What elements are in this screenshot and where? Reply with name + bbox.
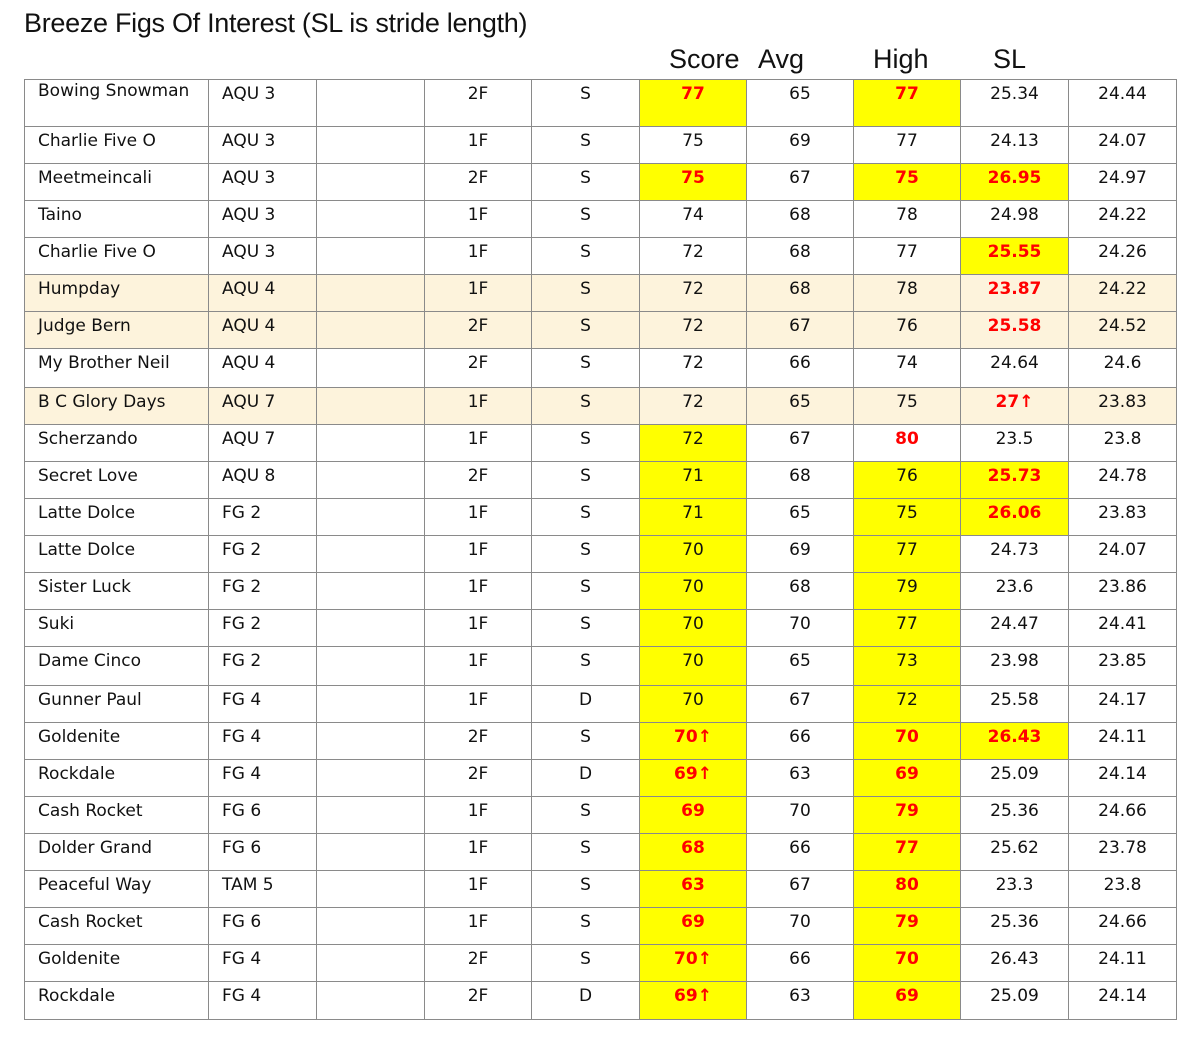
blank-cell bbox=[317, 127, 425, 164]
score-cell: 71 bbox=[640, 499, 747, 536]
surface-cell: S bbox=[532, 499, 640, 536]
header-high: High bbox=[873, 44, 929, 74]
stride-length-cell: 26.06 bbox=[961, 499, 1069, 536]
horse-name-cell: Dame Cinco bbox=[25, 647, 209, 686]
last-value-cell: 24.17 bbox=[1069, 686, 1177, 723]
track-race-cell: AQU 7 bbox=[209, 425, 317, 462]
table-row bbox=[25, 201, 1177, 238]
distance-cell: 1F bbox=[425, 834, 532, 871]
blank-cell bbox=[317, 388, 425, 425]
score-cell: 75 bbox=[640, 164, 747, 201]
track-race-cell: AQU 3 bbox=[209, 80, 317, 127]
blank-cell bbox=[317, 536, 425, 573]
table-row bbox=[25, 238, 1177, 275]
avg-cell: 67 bbox=[747, 312, 854, 349]
high-cell: 77 bbox=[854, 80, 961, 127]
surface-cell: S bbox=[532, 127, 640, 164]
blank-cell bbox=[317, 908, 425, 945]
stride-length-cell: 24.98 bbox=[961, 201, 1069, 238]
blank-cell bbox=[317, 871, 425, 908]
high-cell: 74 bbox=[854, 349, 961, 388]
table-row bbox=[25, 982, 1177, 1020]
track-race-cell: FG 2 bbox=[209, 573, 317, 610]
horse-name-cell: Gunner Paul bbox=[25, 686, 209, 723]
avg-cell: 66 bbox=[747, 349, 854, 388]
distance-cell: 2F bbox=[425, 723, 532, 760]
distance-cell: 1F bbox=[425, 127, 532, 164]
track-race-cell: AQU 3 bbox=[209, 164, 317, 201]
track-race-cell: FG 4 bbox=[209, 760, 317, 797]
avg-cell: 67 bbox=[747, 425, 854, 462]
surface-cell: S bbox=[532, 201, 640, 238]
stride-length-cell: 24.64 bbox=[961, 349, 1069, 388]
score-cell: 74 bbox=[640, 201, 747, 238]
high-cell: 70 bbox=[854, 723, 961, 760]
table-row bbox=[25, 388, 1177, 425]
blank-cell bbox=[317, 349, 425, 388]
stride-length-cell: 23.87 bbox=[961, 275, 1069, 312]
last-value-cell: 23.78 bbox=[1069, 834, 1177, 871]
surface-cell: S bbox=[532, 388, 640, 425]
surface-cell: D bbox=[532, 982, 640, 1020]
avg-cell: 70 bbox=[747, 610, 854, 647]
high-cell: 78 bbox=[854, 275, 961, 312]
score-cell: 77 bbox=[640, 80, 747, 127]
last-value-cell: 24.78 bbox=[1069, 462, 1177, 499]
avg-cell: 70 bbox=[747, 908, 854, 945]
horse-name-cell: Latte Dolce bbox=[25, 536, 209, 573]
avg-cell: 68 bbox=[747, 573, 854, 610]
horse-name-cell: Charlie Five O bbox=[25, 238, 209, 275]
stride-length-cell: 25.09 bbox=[961, 982, 1069, 1020]
score-cell: 72 bbox=[640, 312, 747, 349]
high-cell: 77 bbox=[854, 127, 961, 164]
last-value-cell: 24.14 bbox=[1069, 760, 1177, 797]
stride-length-cell: 25.34 bbox=[961, 80, 1069, 127]
blank-cell bbox=[317, 499, 425, 536]
last-value-cell: 24.22 bbox=[1069, 201, 1177, 238]
surface-cell: S bbox=[532, 610, 640, 647]
distance-cell: 2F bbox=[425, 945, 532, 982]
score-cell: 69↑ bbox=[640, 982, 747, 1020]
table-row bbox=[25, 499, 1177, 536]
score-cell: 68 bbox=[640, 834, 747, 871]
high-cell: 77 bbox=[854, 536, 961, 573]
blank-cell bbox=[317, 80, 425, 127]
avg-cell: 68 bbox=[747, 275, 854, 312]
blank-cell bbox=[317, 686, 425, 723]
table-row bbox=[25, 797, 1177, 834]
blank-cell bbox=[317, 425, 425, 462]
blank-cell bbox=[317, 797, 425, 834]
score-cell: 72 bbox=[640, 425, 747, 462]
stride-length-cell: 23.6 bbox=[961, 573, 1069, 610]
blank-cell bbox=[317, 164, 425, 201]
surface-cell: S bbox=[532, 462, 640, 499]
high-cell: 76 bbox=[854, 462, 961, 499]
last-value-cell: 23.8 bbox=[1069, 871, 1177, 908]
distance-cell: 1F bbox=[425, 388, 532, 425]
stride-length-cell: 27↑ bbox=[961, 388, 1069, 425]
distance-cell: 2F bbox=[425, 80, 532, 127]
horse-name-cell: Meetmeincali bbox=[25, 164, 209, 201]
surface-cell: S bbox=[532, 536, 640, 573]
last-value-cell: 23.83 bbox=[1069, 499, 1177, 536]
horse-name-cell: Suki bbox=[25, 610, 209, 647]
stride-length-cell: 23.98 bbox=[961, 647, 1069, 686]
table-row bbox=[25, 80, 1177, 127]
distance-cell: 1F bbox=[425, 647, 532, 686]
score-cell: 70 bbox=[640, 610, 747, 647]
track-race-cell: AQU 3 bbox=[209, 127, 317, 164]
surface-cell: S bbox=[532, 834, 640, 871]
stride-length-cell: 26.43 bbox=[961, 945, 1069, 982]
track-race-cell: AQU 7 bbox=[209, 388, 317, 425]
avg-cell: 68 bbox=[747, 201, 854, 238]
distance-cell: 1F bbox=[425, 536, 532, 573]
last-value-cell: 23.8 bbox=[1069, 425, 1177, 462]
blank-cell bbox=[317, 760, 425, 797]
horse-name-cell: Dolder Grand bbox=[25, 834, 209, 871]
track-race-cell: FG 4 bbox=[209, 982, 317, 1020]
blank-cell bbox=[317, 201, 425, 238]
score-cell: 70 bbox=[640, 573, 747, 610]
avg-cell: 67 bbox=[747, 686, 854, 723]
last-value-cell: 24.52 bbox=[1069, 312, 1177, 349]
high-cell: 77 bbox=[854, 238, 961, 275]
distance-cell: 1F bbox=[425, 573, 532, 610]
stride-length-cell: 25.36 bbox=[961, 797, 1069, 834]
table-row bbox=[25, 312, 1177, 349]
score-cell: 63 bbox=[640, 871, 747, 908]
horse-name-cell: Cash Rocket bbox=[25, 797, 209, 834]
table-row bbox=[25, 908, 1177, 945]
stride-length-cell: 26.95 bbox=[961, 164, 1069, 201]
blank-cell bbox=[317, 610, 425, 647]
distance-cell: 1F bbox=[425, 871, 532, 908]
page-title: Breeze Figs Of Interest (SL is stride length) bbox=[24, 8, 528, 38]
high-cell: 79 bbox=[854, 908, 961, 945]
stride-length-cell: 24.47 bbox=[961, 610, 1069, 647]
track-race-cell: FG 2 bbox=[209, 536, 317, 573]
avg-cell: 66 bbox=[747, 834, 854, 871]
table-row bbox=[25, 760, 1177, 797]
stride-length-cell: 25.62 bbox=[961, 834, 1069, 871]
stride-length-cell: 25.09 bbox=[961, 760, 1069, 797]
blank-cell bbox=[317, 238, 425, 275]
avg-cell: 67 bbox=[747, 871, 854, 908]
high-cell: 79 bbox=[854, 797, 961, 834]
breeze-figs-table bbox=[24, 79, 1177, 1020]
blank-cell bbox=[317, 573, 425, 610]
distance-cell: 1F bbox=[425, 686, 532, 723]
horse-name-cell: Bowing Snowman bbox=[25, 80, 209, 127]
table-row bbox=[25, 536, 1177, 573]
surface-cell: S bbox=[532, 80, 640, 127]
last-value-cell: 24.6 bbox=[1069, 349, 1177, 388]
high-cell: 79 bbox=[854, 573, 961, 610]
high-cell: 77 bbox=[854, 610, 961, 647]
track-race-cell: FG 4 bbox=[209, 686, 317, 723]
track-race-cell: FG 2 bbox=[209, 499, 317, 536]
distance-cell: 1F bbox=[425, 238, 532, 275]
horse-name-cell: Charlie Five O bbox=[25, 127, 209, 164]
stride-length-cell: 25.58 bbox=[961, 686, 1069, 723]
track-race-cell: FG 4 bbox=[209, 945, 317, 982]
horse-name-cell: Goldenite bbox=[25, 945, 209, 982]
blank-cell bbox=[317, 312, 425, 349]
last-value-cell: 24.07 bbox=[1069, 536, 1177, 573]
score-cell: 72 bbox=[640, 388, 747, 425]
score-cell: 70↑ bbox=[640, 945, 747, 982]
distance-cell: 2F bbox=[425, 982, 532, 1020]
avg-cell: 65 bbox=[747, 647, 854, 686]
high-cell: 70 bbox=[854, 945, 961, 982]
surface-cell: S bbox=[532, 573, 640, 610]
avg-cell: 66 bbox=[747, 945, 854, 982]
horse-name-cell: Cash Rocket bbox=[25, 908, 209, 945]
avg-cell: 65 bbox=[747, 80, 854, 127]
avg-cell: 70 bbox=[747, 797, 854, 834]
distance-cell: 1F bbox=[425, 610, 532, 647]
stride-length-cell: 25.73 bbox=[961, 462, 1069, 499]
horse-name-cell: Sister Luck bbox=[25, 573, 209, 610]
avg-cell: 63 bbox=[747, 982, 854, 1020]
horse-name-cell: B C Glory Days bbox=[25, 388, 209, 425]
stride-length-cell: 23.5 bbox=[961, 425, 1069, 462]
score-cell: 75 bbox=[640, 127, 747, 164]
stride-length-cell: 23.3 bbox=[961, 871, 1069, 908]
distance-cell: 2F bbox=[425, 312, 532, 349]
horse-name-cell: Rockdale bbox=[25, 982, 209, 1020]
horse-name-cell: My Brother Neil bbox=[25, 349, 209, 388]
blank-cell bbox=[317, 647, 425, 686]
distance-cell: 2F bbox=[425, 760, 532, 797]
stride-length-cell: 26.43 bbox=[961, 723, 1069, 760]
high-cell: 75 bbox=[854, 164, 961, 201]
track-race-cell: FG 4 bbox=[209, 723, 317, 760]
avg-cell: 65 bbox=[747, 499, 854, 536]
distance-cell: 1F bbox=[425, 908, 532, 945]
track-race-cell: AQU 4 bbox=[209, 349, 317, 388]
high-cell: 73 bbox=[854, 647, 961, 686]
last-value-cell: 24.66 bbox=[1069, 908, 1177, 945]
score-cell: 70 bbox=[640, 536, 747, 573]
last-value-cell: 24.11 bbox=[1069, 723, 1177, 760]
track-race-cell: FG 6 bbox=[209, 797, 317, 834]
stride-length-cell: 24.73 bbox=[961, 536, 1069, 573]
distance-cell: 1F bbox=[425, 797, 532, 834]
distance-cell: 1F bbox=[425, 275, 532, 312]
distance-cell: 1F bbox=[425, 425, 532, 462]
score-cell: 69↑ bbox=[640, 760, 747, 797]
horse-name-cell: Humpday bbox=[25, 275, 209, 312]
score-cell: 69 bbox=[640, 797, 747, 834]
table-row bbox=[25, 164, 1177, 201]
table-row bbox=[25, 686, 1177, 723]
score-cell: 72 bbox=[640, 275, 747, 312]
distance-cell: 2F bbox=[425, 462, 532, 499]
last-value-cell: 24.97 bbox=[1069, 164, 1177, 201]
avg-cell: 67 bbox=[747, 164, 854, 201]
horse-name-cell: Rockdale bbox=[25, 760, 209, 797]
table-row bbox=[25, 871, 1177, 908]
distance-cell: 2F bbox=[425, 349, 532, 388]
high-cell: 69 bbox=[854, 982, 961, 1020]
track-race-cell: AQU 3 bbox=[209, 201, 317, 238]
last-value-cell: 24.22 bbox=[1069, 275, 1177, 312]
last-value-cell: 24.14 bbox=[1069, 982, 1177, 1020]
last-value-cell: 24.26 bbox=[1069, 238, 1177, 275]
horse-name-cell: Peaceful Way bbox=[25, 871, 209, 908]
high-cell: 77 bbox=[854, 834, 961, 871]
horse-name-cell: Scherzando bbox=[25, 425, 209, 462]
surface-cell: D bbox=[532, 686, 640, 723]
distance-cell: 1F bbox=[425, 201, 532, 238]
surface-cell: D bbox=[532, 760, 640, 797]
stride-length-cell: 25.55 bbox=[961, 238, 1069, 275]
surface-cell: S bbox=[532, 238, 640, 275]
high-cell: 69 bbox=[854, 760, 961, 797]
surface-cell: S bbox=[532, 275, 640, 312]
header-score: Score bbox=[669, 44, 740, 74]
surface-cell: S bbox=[532, 797, 640, 834]
score-cell: 71 bbox=[640, 462, 747, 499]
track-race-cell: AQU 3 bbox=[209, 238, 317, 275]
last-value-cell: 23.85 bbox=[1069, 647, 1177, 686]
blank-cell bbox=[317, 723, 425, 760]
surface-cell: S bbox=[532, 164, 640, 201]
last-value-cell: 24.07 bbox=[1069, 127, 1177, 164]
last-value-cell: 23.86 bbox=[1069, 573, 1177, 610]
avg-cell: 69 bbox=[747, 127, 854, 164]
score-cell: 69 bbox=[640, 908, 747, 945]
score-cell: 70 bbox=[640, 686, 747, 723]
avg-cell: 63 bbox=[747, 760, 854, 797]
surface-cell: S bbox=[532, 647, 640, 686]
horse-name-cell: Latte Dolce bbox=[25, 499, 209, 536]
last-value-cell: 24.66 bbox=[1069, 797, 1177, 834]
table-row bbox=[25, 462, 1177, 499]
track-race-cell: FG 6 bbox=[209, 834, 317, 871]
score-cell: 72 bbox=[640, 349, 747, 388]
score-cell: 70 bbox=[640, 647, 747, 686]
track-race-cell: FG 2 bbox=[209, 647, 317, 686]
table-row bbox=[25, 647, 1177, 686]
surface-cell: S bbox=[532, 945, 640, 982]
distance-cell: 2F bbox=[425, 164, 532, 201]
avg-cell: 65 bbox=[747, 388, 854, 425]
header-sl: SL bbox=[993, 44, 1027, 74]
stride-length-cell: 24.13 bbox=[961, 127, 1069, 164]
horse-name-cell: Taino bbox=[25, 201, 209, 238]
surface-cell: S bbox=[532, 871, 640, 908]
distance-cell: 1F bbox=[425, 499, 532, 536]
track-race-cell: AQU 4 bbox=[209, 275, 317, 312]
avg-cell: 68 bbox=[747, 238, 854, 275]
table-row bbox=[25, 834, 1177, 871]
table-row bbox=[25, 945, 1177, 982]
track-race-cell: FG 2 bbox=[209, 610, 317, 647]
horse-name-cell: Secret Love bbox=[25, 462, 209, 499]
table-row bbox=[25, 573, 1177, 610]
high-cell: 76 bbox=[854, 312, 961, 349]
horse-name-cell: Goldenite bbox=[25, 723, 209, 760]
high-cell: 80 bbox=[854, 871, 961, 908]
table-row bbox=[25, 723, 1177, 760]
table-row bbox=[25, 349, 1177, 388]
table-row bbox=[25, 425, 1177, 462]
table-row bbox=[25, 275, 1177, 312]
high-cell: 80 bbox=[854, 425, 961, 462]
high-cell: 75 bbox=[854, 499, 961, 536]
last-value-cell: 24.11 bbox=[1069, 945, 1177, 982]
high-cell: 78 bbox=[854, 201, 961, 238]
blank-cell bbox=[317, 834, 425, 871]
header-avg: Avg bbox=[758, 44, 805, 74]
table-row bbox=[25, 610, 1177, 647]
horse-name-cell: Judge Bern bbox=[25, 312, 209, 349]
blank-cell bbox=[317, 945, 425, 982]
track-race-cell: AQU 4 bbox=[209, 312, 317, 349]
stride-length-cell: 25.58 bbox=[961, 312, 1069, 349]
last-value-cell: 24.44 bbox=[1069, 80, 1177, 127]
track-race-cell: TAM 5 bbox=[209, 871, 317, 908]
score-cell: 70↑ bbox=[640, 723, 747, 760]
surface-cell: S bbox=[532, 349, 640, 388]
stride-length-cell: 25.36 bbox=[961, 908, 1069, 945]
track-race-cell: AQU 8 bbox=[209, 462, 317, 499]
blank-cell bbox=[317, 982, 425, 1020]
score-cell: 72 bbox=[640, 238, 747, 275]
track-race-cell: FG 6 bbox=[209, 908, 317, 945]
last-value-cell: 23.83 bbox=[1069, 388, 1177, 425]
blank-cell bbox=[317, 462, 425, 499]
surface-cell: S bbox=[532, 425, 640, 462]
surface-cell: S bbox=[532, 312, 640, 349]
blank-cell bbox=[317, 275, 425, 312]
avg-cell: 69 bbox=[747, 536, 854, 573]
table-row bbox=[25, 127, 1177, 164]
surface-cell: S bbox=[532, 723, 640, 760]
surface-cell: S bbox=[532, 908, 640, 945]
last-value-cell: 24.41 bbox=[1069, 610, 1177, 647]
high-cell: 72 bbox=[854, 686, 961, 723]
high-cell: 75 bbox=[854, 388, 961, 425]
avg-cell: 66 bbox=[747, 723, 854, 760]
avg-cell: 68 bbox=[747, 462, 854, 499]
